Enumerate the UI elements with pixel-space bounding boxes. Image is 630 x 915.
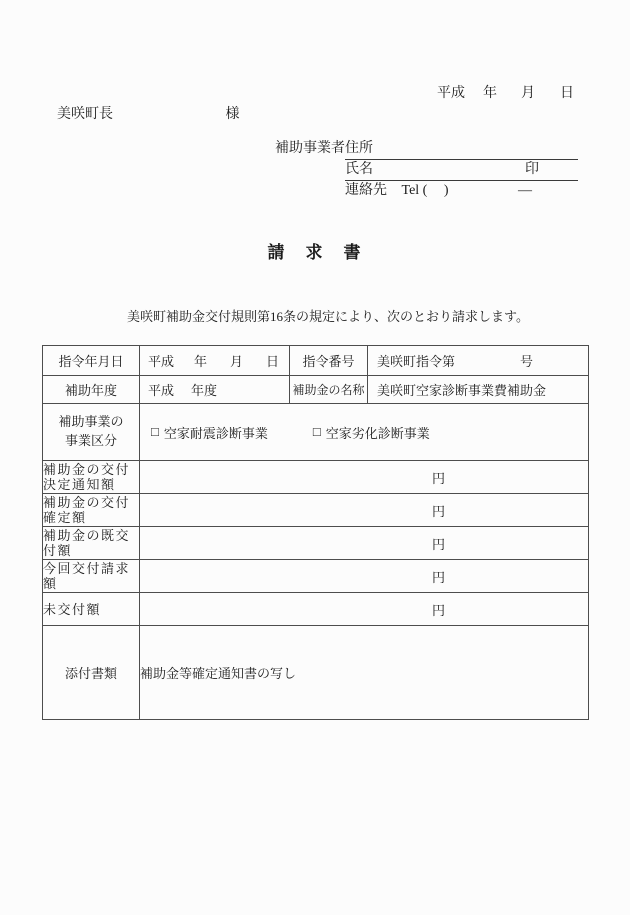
table-row	[43, 404, 589, 461]
subsidy-name-text: 美咲町空家診断事業費補助金	[377, 383, 547, 398]
year-unit-label: 年	[483, 86, 497, 101]
label-line: 付額	[43, 543, 73, 558]
addressee-honorific: 様	[225, 107, 240, 122]
current-request-amount-label	[43, 560, 140, 593]
directive-year-unit: 年	[194, 354, 208, 369]
table-row	[43, 494, 589, 527]
directive-number-prefix: 美咲町指令第	[377, 354, 456, 369]
subsidy-year-label: 補助年度	[43, 376, 140, 404]
subsidy-year-era: 平成	[148, 383, 175, 398]
label-line: 決定通知額	[43, 477, 116, 492]
directive-date-label: 指令年月日	[43, 346, 140, 376]
directive-month-unit: 月	[230, 354, 244, 369]
directive-number-label: 指令番号	[290, 346, 368, 376]
label-line: 確定額	[43, 510, 87, 525]
label-line: 補助金の交付	[43, 495, 131, 510]
table-row	[43, 461, 589, 494]
directive-date-value	[140, 346, 290, 376]
grant-decision-amount-label	[43, 461, 140, 494]
business-category-label-line1: 補助事業の	[58, 414, 124, 430]
grant-confirmed-amount-label	[43, 494, 140, 527]
name-field	[345, 160, 578, 181]
tel-dash: —	[518, 183, 533, 198]
applicant-label: 補助事業者	[275, 141, 345, 156]
current-request-amount-value	[140, 560, 589, 593]
earthquake-diagnosis-label: 空家耐震診断事業	[163, 425, 268, 441]
tel-open-label: Tel (	[401, 183, 428, 198]
already-paid-amount-label	[43, 527, 140, 560]
yen-unit: 円	[432, 602, 446, 618]
business-category-value	[140, 404, 589, 461]
grant-decision-amount-value	[140, 461, 589, 494]
subsidy-year-unit: 年度	[191, 383, 218, 398]
table-row	[43, 346, 589, 376]
address-field	[345, 139, 578, 160]
addressee-line	[57, 103, 240, 123]
deterioration-diagnosis-label: 空家劣化診断事業	[325, 425, 430, 441]
seal-label: 印	[525, 162, 539, 177]
unpaid-amount-label	[43, 593, 140, 626]
table-row	[43, 593, 589, 626]
directive-number-suffix: 号	[520, 354, 534, 369]
day-unit-label: 日	[560, 86, 574, 101]
subsidy-name-label: 補助金の名称	[290, 376, 368, 404]
request-form-table	[42, 345, 589, 720]
label-line: 補助金の既交	[43, 528, 131, 543]
subsidy-year-value	[140, 376, 290, 404]
table-row	[43, 527, 589, 560]
table-row	[43, 560, 589, 593]
already-paid-amount-value	[140, 527, 589, 560]
business-category-label-line2: 事業区分	[64, 433, 117, 448]
subsidy-name-value	[368, 376, 589, 404]
table-row	[43, 376, 589, 404]
name-label: 氏名	[345, 162, 373, 177]
yen-unit: 円	[432, 470, 446, 486]
label-line: 未交付額	[43, 601, 102, 617]
directive-era: 平成	[148, 354, 175, 369]
tel-close-label: )	[443, 183, 449, 198]
date-line	[437, 82, 574, 102]
contact-field	[345, 181, 578, 201]
address-label: 住所	[345, 141, 373, 156]
directive-number-value	[368, 346, 589, 376]
body-text: 美咲町補助金交付規則第16条の規定により、次のとおり請求します。	[127, 309, 529, 324]
table-row	[43, 626, 589, 720]
unpaid-amount-value	[140, 593, 589, 626]
page-title: 請 求 書	[267, 243, 363, 262]
applicant-block	[275, 139, 578, 201]
contact-label: 連絡先	[345, 183, 387, 198]
label-line: 今回交付請求	[43, 561, 131, 576]
yen-unit: 円	[432, 536, 446, 552]
business-category-label	[43, 404, 140, 461]
deterioration-diagnosis-checkbox[interactable]: □	[312, 424, 321, 439]
yen-unit: 円	[432, 569, 446, 585]
era-label: 平成	[437, 86, 465, 101]
month-unit-label: 月	[521, 86, 535, 101]
attachments-value: 補助金等確定通知書の写し	[140, 626, 589, 720]
directive-day-unit: 日	[266, 354, 280, 369]
attachments-label: 添付書類	[43, 626, 140, 720]
yen-unit: 円	[432, 503, 446, 519]
grant-confirmed-amount-value	[140, 494, 589, 527]
label-line: 額	[43, 576, 58, 591]
label-line: 補助金の交付	[43, 462, 131, 477]
earthquake-diagnosis-checkbox[interactable]: □	[151, 424, 159, 439]
addressee-name: 美咲町長	[57, 107, 113, 122]
